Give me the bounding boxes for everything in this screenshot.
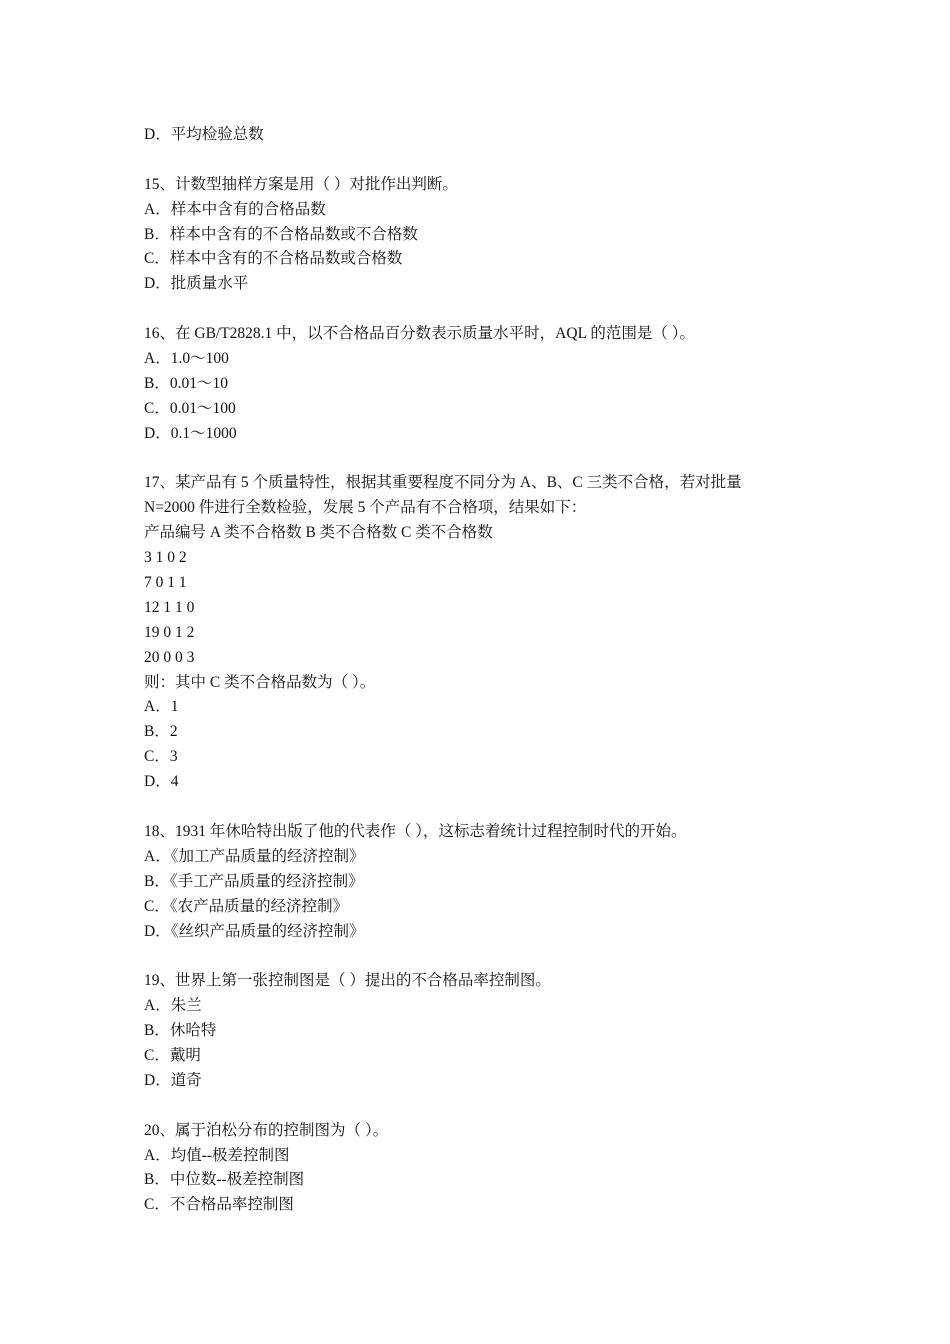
option-c: C．戴明 xyxy=(144,1046,201,1064)
option-b: B．《手工产品质量的经济控制》 xyxy=(144,872,364,890)
option-b: B．样本中含有的不合格品数或不合格数 xyxy=(144,225,418,243)
question-15 xyxy=(144,173,824,297)
question-19 xyxy=(144,969,824,1093)
spacer xyxy=(144,795,824,820)
question-stem-line-2: N=2000 件进行全数检验，发展 5 个产品有不合格项，结果如下： xyxy=(144,499,587,517)
option-d-previous: D．平均检验总数 xyxy=(144,126,264,143)
option-c: C．《农产品质量的经济控制》 xyxy=(144,897,349,915)
option-d: D．0.1～1000 xyxy=(144,424,237,442)
option-c: C．样本中含有的不合格品数或合格数 xyxy=(144,250,403,268)
option-d: D．批质量水平 xyxy=(144,275,249,293)
question-16 xyxy=(144,322,824,446)
question-20 xyxy=(144,1119,824,1219)
table-row: 19 0 1 2 xyxy=(144,623,195,641)
question-content xyxy=(144,123,824,1218)
option-b: B．中位数--极差控制图 xyxy=(144,1171,305,1189)
option-a: A．《加工产品质量的经济控制》 xyxy=(144,847,365,865)
question-prompt: 则：其中 C 类不合格品数为（ ）。 xyxy=(144,673,376,691)
option-d: D．4 xyxy=(144,773,179,791)
question-stem: 15、计数型抽样方案是用（ ）对批作出判断。 xyxy=(144,175,458,193)
table-header: 产品编号 A 类不合格数 B 类不合格数 C 类不合格数 xyxy=(144,524,493,542)
spacer xyxy=(144,944,824,969)
table-row: 7 0 1 1 xyxy=(144,574,187,592)
option-b: B．休哈特 xyxy=(144,1022,217,1040)
question-stem: 20、属于泊松分布的控制图为（ ）。 xyxy=(144,1121,389,1139)
question-stem: 18、1931 年休哈特出版了他的代表作（ ），这标志着统计过程控制时代的开始。 xyxy=(144,822,687,840)
spacer xyxy=(144,1094,824,1119)
question-18 xyxy=(144,820,824,944)
option-a: A．朱兰 xyxy=(144,997,202,1015)
table-row: 20 0 0 3 xyxy=(144,648,195,666)
option-c: C．不合格品率控制图 xyxy=(144,1196,294,1214)
question-stem: 16、在 GB/T2828.1 中，以不合格品百分数表示质量水平时，AQL 的范围是（ ）。 xyxy=(144,325,695,343)
option-d: D．道奇 xyxy=(144,1071,202,1089)
option-d: D．《丝织产品质量的经济控制》 xyxy=(144,922,365,940)
question-stem: 19、世界上第一张控制图是（ ）提出的不合格品率控制图。 xyxy=(144,972,551,990)
option-a: A．1.0～100 xyxy=(144,350,229,368)
spacer xyxy=(144,297,824,322)
option-b: B．0.01～10 xyxy=(144,374,228,392)
option-a: A．均值--极差控制图 xyxy=(144,1146,290,1164)
table-row: 12 1 1 0 xyxy=(144,598,195,616)
question-stem-line-1: 17、某产品有 5 个质量特性，根据其重要程度不同分为 A、B、C 三类不合格，若对批量 xyxy=(144,474,742,492)
spacer xyxy=(144,447,824,472)
question-17 xyxy=(144,471,824,795)
spacer xyxy=(144,148,824,173)
option-c: C．0.01～100 xyxy=(144,399,236,417)
option-b: B．2 xyxy=(144,723,178,741)
table-row: 3 1 0 2 xyxy=(144,549,187,567)
option-a: A．1 xyxy=(144,698,179,716)
option-a: A．样本中含有的合格品数 xyxy=(144,200,326,218)
option-c: C．3 xyxy=(144,748,178,766)
